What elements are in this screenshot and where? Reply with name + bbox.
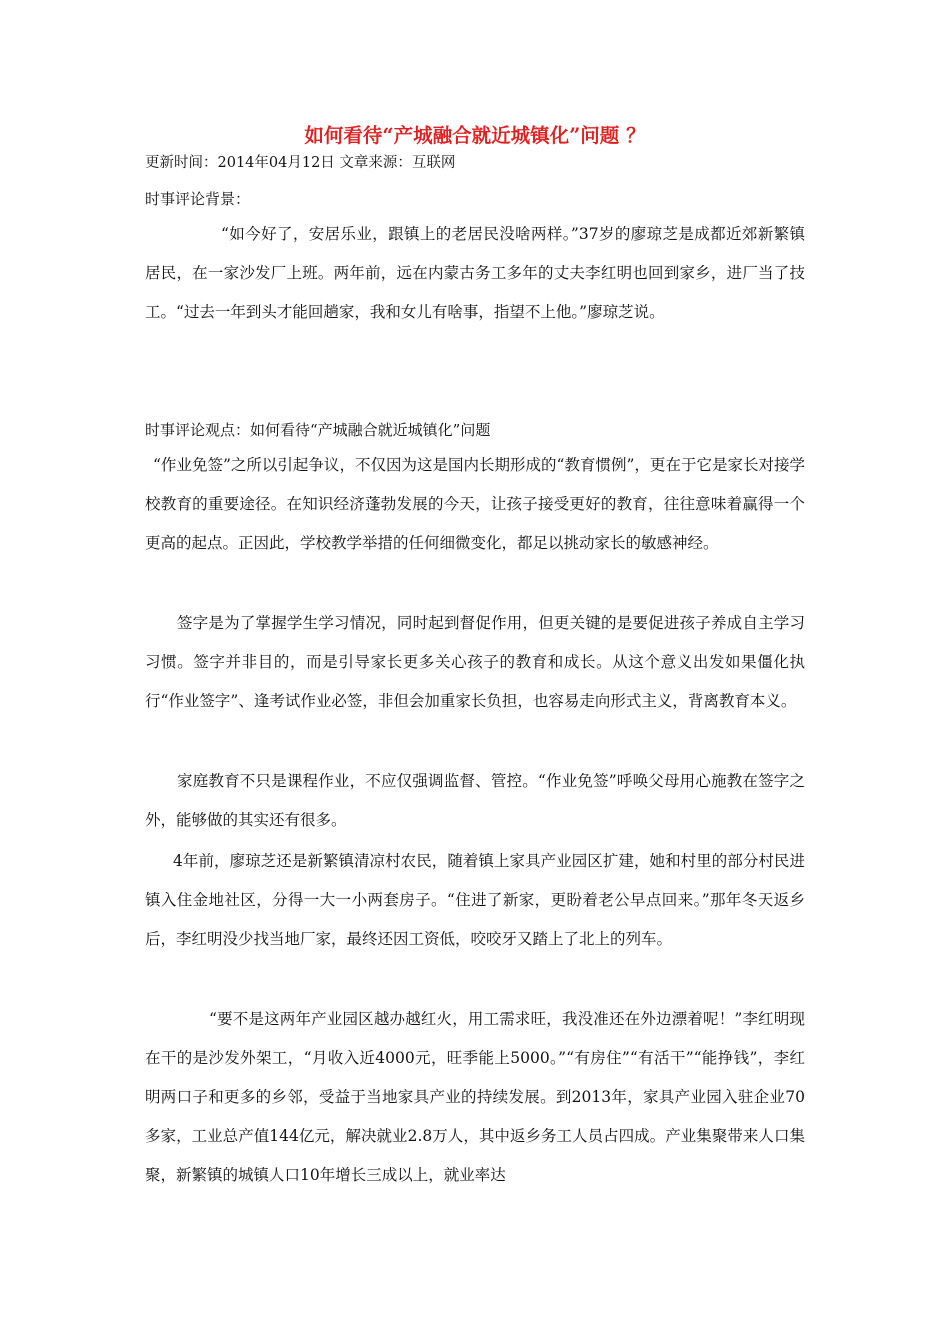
paragraph-2: 签字是为了掌握学生学习情况，同时起到督促作用，但更关键的是要促进孩子养成自主学习习惯。签字并非目的，而是引导家长更多关心孩子的教育和成长。从这个意义出发如果僵化执行“作业签字”、逢考试作业必签，非但会加重家长负担，也容易走向形式主义，背离教育本义。 — [145, 614, 805, 710]
paragraph-4: 4年前，廖琼芝还是新繁镇清凉村农民，随着镇上家具产业园区扩建，她和村里的部分村民进镇入住金地社区，分得一大一小两套房子。“住进了新家，更盼着老公早点回来。”那年冬天返乡后，李红明没少找当地厂家，最终还因工资低，咬咬牙又踏上了北上的列车。 — [145, 852, 805, 948]
paragraph-3: 家庭教育不只是课程作业，不应仅强调监督、管控。“作业免签”呼唤父母用心施教在签字之外，能够做的其实还有很多。 — [145, 772, 805, 829]
viewpoint-label: 时事评论观点：如何看待“产城融合就近城镇化”问题 — [145, 421, 491, 439]
background-label: 时事评论背景： — [145, 190, 251, 208]
background-paragraph: “如今好了，安居乐业，跟镇上的老居民没啥两样。”37岁的廖琼芝是成都近郊新繁镇居民，在一家沙发厂上班。两年前，远在内蒙古务工多年的丈夫李红明也回到家乡，进厂当了技工。“过去一年到头才能回趟家，我和女儿有啥事，指望不上他。”廖琼芝说。 — [145, 225, 805, 321]
paragraph-1: “作业免签”之所以引起争议，不仅因为这是国内长期形成的“教育惯例”，更在于它是家长对接学校教育的重要途径。在知识经济蓬勃发展的今天，让孩子接受更好的教育，往往意味着赢得一个更高的起点。正因此，学校教学举措的任何细微变化，都足以挑动家长的敏感神经。 — [145, 456, 805, 552]
article-meta: 更新时间：2014年04月12日 文章来源：互联网 — [145, 155, 456, 171]
article-title: 如何看待“产城融合就近城镇化”问题 ？ — [304, 124, 646, 147]
paragraph-5: “要不是这两年产业园区越办越红火，用工需求旺，我没准还在外边漂着呢！”李红明现在干的是沙发外架工，“月收入近4000元，旺季能上5000。”“有房住”“有活干”“能挣钱”，李红明两口子和更多的乡邻，受益于当地家具产业的持续发展。到2013年，家具产业园入驻企业70多家，工业总产值144亿元，解决就业2.8万人，其中返乡务工人员占四成。产业集聚带来人口集聚，新繁镇的城镇人口10年增长三成以上，就业率达 — [145, 1010, 805, 1184]
